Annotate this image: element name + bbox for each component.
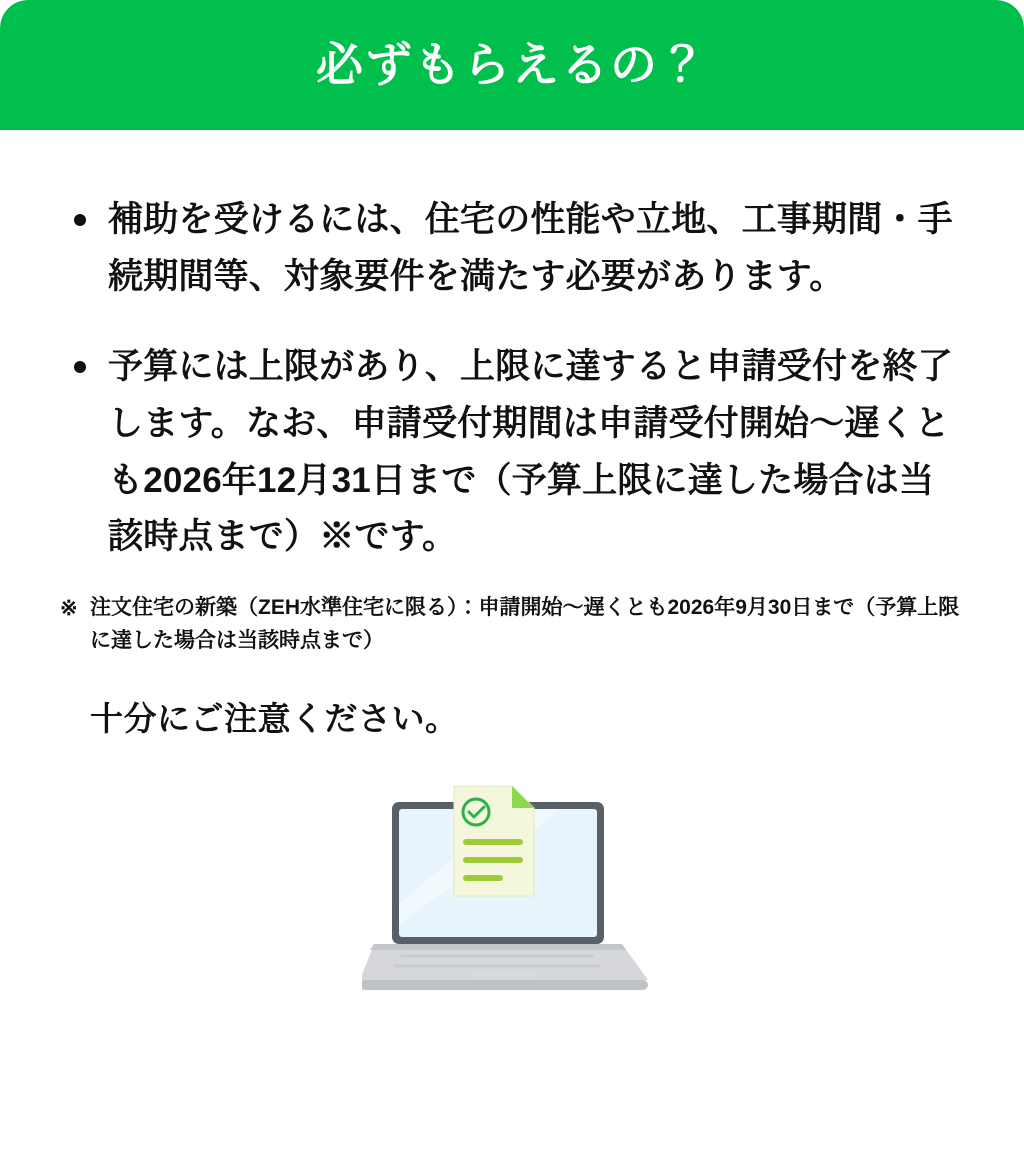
bullet-dot-icon bbox=[74, 214, 86, 226]
closing-text: 十分にご注意ください。 bbox=[90, 700, 459, 738]
footnote bbox=[60, 592, 964, 657]
footnote-text: 注文住宅の新築（ZEH水準住宅に限る）：申請開始〜遅くとも2026年9月30日まで（予算上限に達した場合は当該時点まで） bbox=[90, 596, 960, 652]
laptop-with-checklist-icon bbox=[362, 784, 662, 1014]
conditions-list bbox=[60, 192, 964, 566]
list-item-text: 予算には上限があり、上限に達すると申請受付を終了します。なお、申請受付期間は申請受付開始〜遅くとも2026年12月31日まで（予算上限に達した場合は当該時点まで）※です。 bbox=[108, 347, 953, 557]
footnote-mark: ※ bbox=[60, 597, 78, 621]
list-item bbox=[60, 339, 964, 566]
list-item bbox=[60, 192, 964, 305]
illustration bbox=[60, 784, 964, 1014]
page-title: 必ずもらえるの？ bbox=[316, 37, 708, 91]
card-header bbox=[0, 0, 1024, 130]
bullet-dot-icon bbox=[74, 361, 86, 373]
list-item-text: 補助を受けるには、住宅の性能や立地、工事期間・手続期間等、対象要件を満たす必要があります。 bbox=[108, 200, 953, 296]
card-body bbox=[0, 130, 1024, 1014]
